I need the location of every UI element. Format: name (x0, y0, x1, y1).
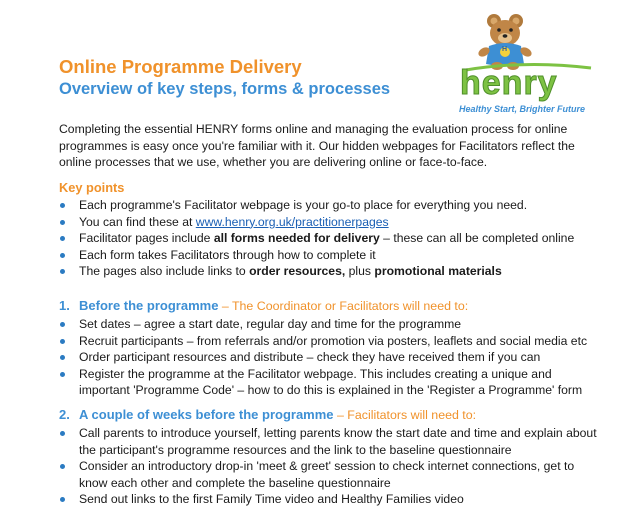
list-item: Set dates – agree a start date, regular day and time for the programme (59, 316, 604, 333)
key-points-heading: Key points (59, 180, 125, 195)
page-title: Online Programme Delivery (59, 56, 302, 77)
logo-badge-letter: H (502, 46, 508, 53)
logo-wordmark: henry (460, 64, 558, 102)
list-item: Each form takes Facilitators through how to complete it (59, 247, 604, 264)
list-item: Call parents to introduce yourself, letting parents know the start date and time and explain about the participant's programme resources and the link to the baseline questionnaire (59, 425, 604, 458)
list-item: Send out links to the first Family Time video and Healthy Families video (59, 491, 604, 508)
section-title: Before the programme (79, 298, 219, 313)
section-heading-before-programme (59, 298, 468, 313)
section-audience: – The Coordinator or Facilitators will need to: (218, 299, 469, 313)
list-item: You can find these at www.henry.org.uk/practitionerpages (59, 214, 604, 231)
section-title: A couple of weeks before the programme (79, 407, 334, 422)
section-heading-weeks-before (59, 407, 476, 422)
list-item: Recruit participants – from referrals and/or promotion via posters, leaflets and social media etc (59, 333, 604, 350)
key-points-list (59, 197, 604, 280)
intro-text: Completing the essential HENRY forms online and managing the evaluation process for online programmes is easy once you're familiar with it. Our hidden webpages for Facilitators reflect the online processes that we use, whether you are delivering online or face-to-face. (59, 122, 575, 169)
henry-logo (456, 8, 600, 118)
list-item: Consider an introductory drop-in 'meet & greet' session to check internet connections, get to know each other and complete the baseline questionnaire (59, 458, 604, 491)
list-item: The pages also include links to order resources, plus promotional materials (59, 263, 604, 280)
list-item: Register the programme at the Facilitator webpage. This includes creating a unique and important 'Programme Code' – how to do this is explained in the 'Register a Programme' form (59, 366, 604, 399)
section-number: 1. (59, 298, 70, 313)
before-programme-list (59, 316, 604, 399)
section-audience: – Facilitators will need to: (333, 408, 477, 422)
list-item: Facilitator pages include all forms needed for delivery – these can all be completed online (59, 230, 604, 247)
section-number: 2. (59, 407, 70, 422)
intro-paragraph (59, 121, 604, 171)
weeks-before-list (59, 425, 604, 508)
list-item: Each programme's Facilitator webpage is your go-to place for everything you need. (59, 197, 604, 214)
practitioner-pages-link[interactable]: www.henry.org.uk/practitionerpages (195, 214, 389, 229)
page-subtitle: Overview of key steps, forms & processes (59, 80, 391, 98)
logo-tagline: Healthy Start, Brighter Future (459, 104, 586, 114)
list-item: Order participant resources and distribute – check they have received them if you can (59, 349, 604, 366)
